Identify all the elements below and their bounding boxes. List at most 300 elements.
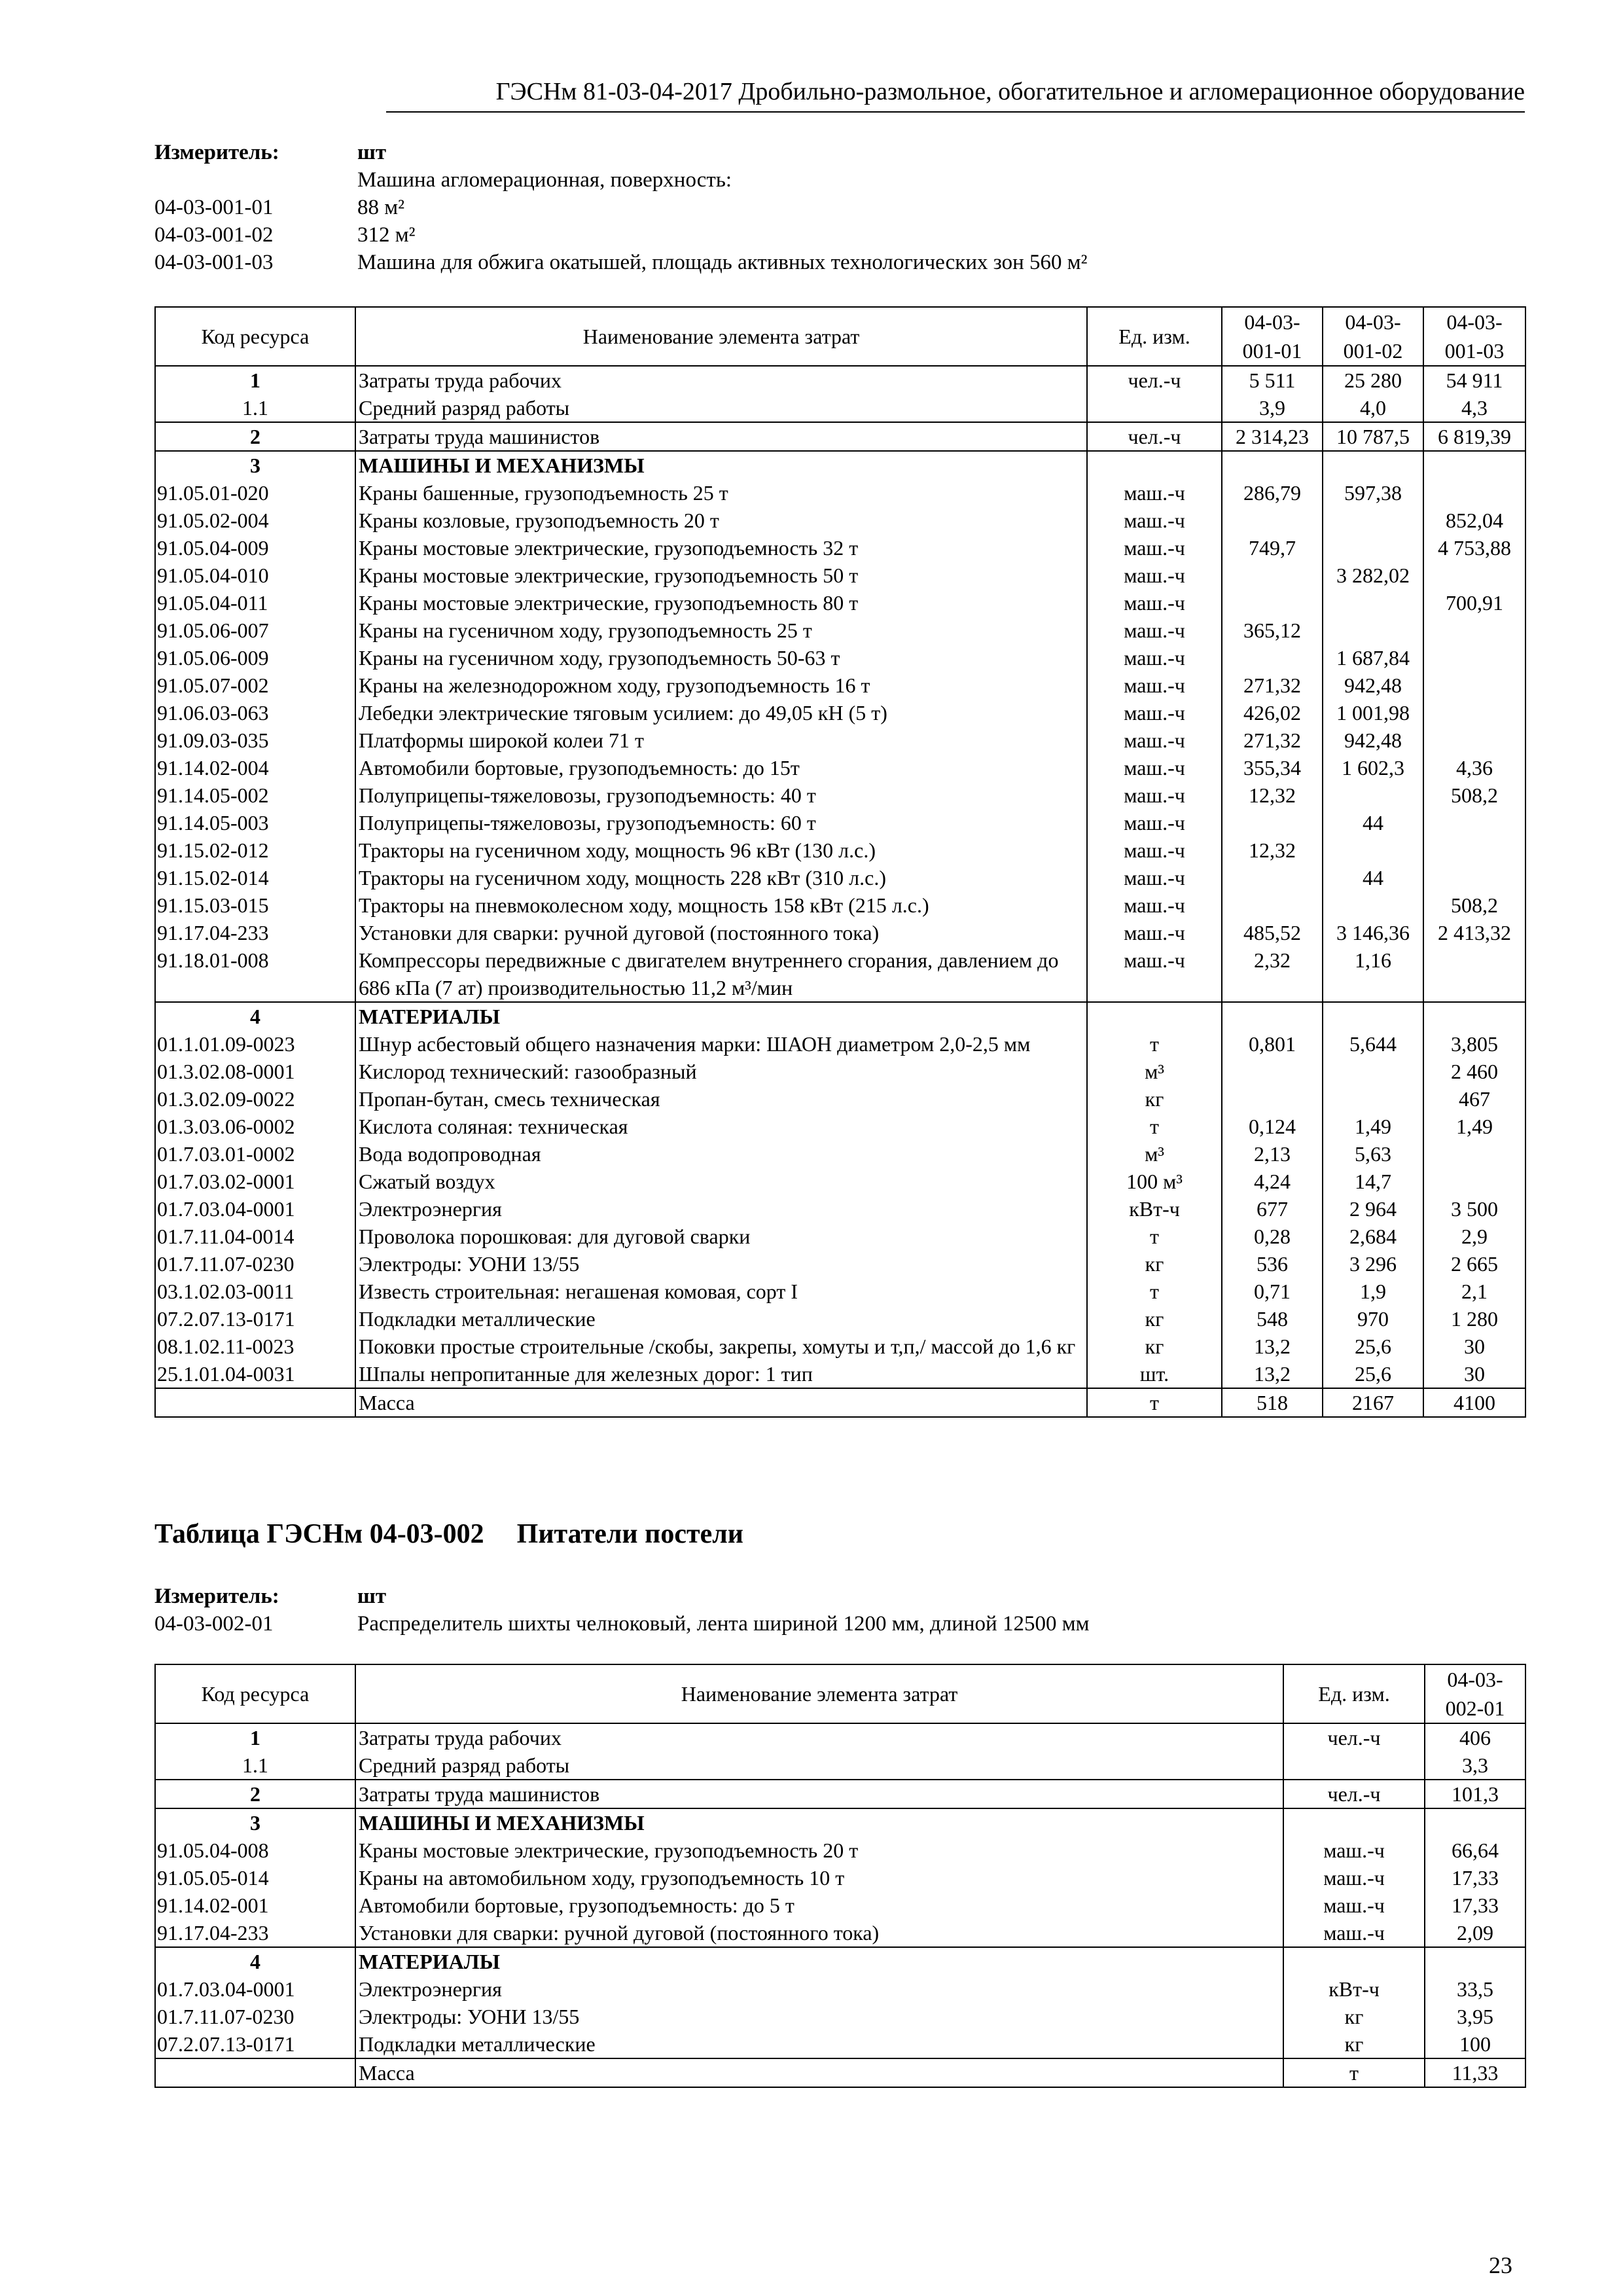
resource-code-cell: 07.2.07.13-0171 (155, 1305, 355, 1333)
unit-cell: т (1087, 1030, 1222, 1058)
value-cell: 25 280 (1323, 366, 1423, 394)
value-cell: 1 001,98 (1323, 699, 1423, 726)
unit-cell: маш.-ч (1087, 534, 1222, 562)
value-cell (1423, 864, 1525, 891)
resource-code-cell: 3 (155, 1808, 355, 1837)
col-code-header: Код ресурса (155, 1664, 355, 1723)
resource-code-cell: 01.7.03.02-0001 (155, 1168, 355, 1195)
resource-code-cell: 01.7.11.07-0230 (155, 1250, 355, 1278)
table-row (155, 1168, 1525, 1195)
resource-code-cell: 01.7.11.07-0230 (155, 2003, 355, 2030)
meter-subtitle: Машина агломерационная, поверхность: (357, 168, 732, 192)
item-desc: Распределитель шихты челноковый, лента шириной 1200 мм, длиной 12500 мм (357, 1612, 1090, 1636)
resource-code-cell: 1 (155, 366, 355, 394)
value-cell (1323, 617, 1423, 644)
unit-cell: м³ (1087, 1058, 1222, 1085)
table-row (155, 1058, 1525, 1085)
value-cell (1323, 1085, 1423, 1113)
table-row (155, 1195, 1525, 1223)
col-code-header: Код ресурса (155, 307, 355, 366)
value-cell: 5,644 (1323, 1030, 1423, 1058)
table-row (155, 946, 1525, 1002)
table-row (155, 1751, 1525, 1780)
value-cell: 3,805 (1423, 1030, 1525, 1058)
value-cell (1222, 864, 1323, 891)
value-cell: 548 (1222, 1305, 1323, 1333)
item-code: 04-03-002-01 (154, 1612, 274, 1636)
table-row (155, 672, 1525, 699)
meter-label: Измеритель: (154, 1585, 279, 1608)
value-cell: 467 (1423, 1085, 1525, 1113)
value-cell: 2 413,32 (1423, 919, 1525, 946)
resource-code-cell: 1 (155, 1723, 355, 1751)
value-cell: 508,2 (1423, 781, 1525, 809)
table-row (155, 1305, 1525, 1333)
cost-element-name-cell: Краны на автомобильном ходу, грузоподъемность 10 т (355, 1864, 1283, 1892)
resource-code-cell: 91.05.04-011 (155, 589, 355, 617)
resource-code-cell: 91.17.04-233 (155, 1919, 355, 1947)
cost-element-name-cell: Краны башенные, грузоподъемность 25 т (355, 479, 1087, 507)
unit-cell: кг (1283, 2030, 1425, 2058)
value-cell: 0,124 (1222, 1113, 1323, 1140)
unit-cell (1087, 394, 1222, 422)
value-cell: 2 665 (1423, 1250, 1525, 1278)
cost-element-name-cell: Тракторы на пневмоколесном ходу, мощность 158 кВт (215 л.с.) (355, 891, 1087, 919)
unit-cell: маш.-ч (1283, 1864, 1425, 1892)
value-cell: 1,16 (1323, 946, 1423, 1002)
table-row (155, 864, 1525, 891)
table-row (155, 2003, 1525, 2030)
resource-code-cell: 25.1.01.04-0031 (155, 1360, 355, 1388)
value-cell: 1,9 (1323, 1278, 1423, 1305)
unit-cell: маш.-ч (1087, 946, 1222, 1002)
table-row (155, 2058, 1525, 2087)
unit-cell: маш.-ч (1087, 644, 1222, 672)
resource-code-cell: 1.1 (155, 1751, 355, 1780)
resource-code-cell: 01.7.11.04-0014 (155, 1223, 355, 1250)
table-row (155, 2030, 1525, 2058)
unit-cell: маш.-ч (1087, 617, 1222, 644)
value-cell (1323, 836, 1423, 864)
unit-cell: т (1087, 1388, 1222, 1417)
col-value-header: 04-03- 001-01 (1222, 307, 1323, 366)
unit-cell: маш.-ч (1087, 699, 1222, 726)
item-code: 04-03-001-03 (154, 251, 274, 274)
unit-cell: кВт-ч (1087, 1195, 1222, 1223)
resource-code-cell: 01.7.03.01-0002 (155, 1140, 355, 1168)
col-value-header: 04-03- 001-03 (1423, 307, 1525, 366)
item-code: 04-03-001-01 (154, 196, 274, 219)
table-row (155, 1223, 1525, 1250)
table-row (155, 781, 1525, 809)
unit-cell: т (1087, 1223, 1222, 1250)
resource-code-cell: 4 (155, 1947, 355, 1975)
cost-element-name-cell: Затраты труда рабочих (355, 366, 1087, 394)
cost-element-name-cell: Краны на железнодорожном ходу, грузоподъемность 16 т (355, 672, 1087, 699)
resource-code-cell (155, 2058, 355, 2087)
unit-cell: маш.-ч (1087, 726, 1222, 754)
table-row (155, 1388, 1525, 1417)
value-cell: 2,32 (1222, 946, 1323, 1002)
cost-element-name-cell: Поковки простые строительные /скобы, закрепы, хомуты и т,п,/ массой до 1,6 кг (355, 1333, 1087, 1360)
resource-code-cell: 07.2.07.13-0171 (155, 2030, 355, 2058)
cost-element-name-cell: Краны мостовые электрические, грузоподъемность 50 т (355, 562, 1087, 589)
value-cell (1423, 617, 1525, 644)
table-row (155, 836, 1525, 864)
table-row (155, 589, 1525, 617)
table-row (155, 562, 1525, 589)
table-row (155, 1864, 1525, 1892)
resource-code-cell: 91.14.05-002 (155, 781, 355, 809)
cost-element-name-cell: Проволока порошковая: для дуговой сварки (355, 1223, 1087, 1250)
cost-element-name-cell: Полуприцепы-тяжеловозы, грузоподъемность: 60 т (355, 809, 1087, 836)
table-row (155, 366, 1525, 394)
value-cell (1425, 1808, 1525, 1837)
unit-cell: маш.-ч (1087, 891, 1222, 919)
table-row (155, 534, 1525, 562)
col-value-header: 04-03- 001-02 (1323, 307, 1423, 366)
table2-title-name: Питатели постели (516, 1519, 744, 1549)
resource-code-cell: 91.05.04-008 (155, 1837, 355, 1864)
meter-unit: шт (357, 141, 387, 164)
value-cell: 536 (1222, 1250, 1323, 1278)
cost-element-name-cell: Тракторы на гусеничном ходу, мощность 96 кВт (130 л.с.) (355, 836, 1087, 864)
resource-code-cell: 91.05.04-010 (155, 562, 355, 589)
cost-element-name-cell: Подкладки металлические (355, 1305, 1087, 1333)
item-desc: Машина для обжига окатышей, площадь активных технологических зон 560 м² (357, 251, 1088, 274)
unit-cell: м³ (1087, 1140, 1222, 1168)
resource-code-cell: 2 (155, 422, 355, 451)
value-cell (1323, 507, 1423, 534)
cost-element-name-cell: Полуприцепы-тяжеловозы, грузоподъемность: 40 т (355, 781, 1087, 809)
unit-cell (1087, 1002, 1222, 1030)
table-row (155, 1780, 1525, 1808)
value-cell: 700,91 (1423, 589, 1525, 617)
table1-meter-block (154, 139, 1088, 276)
resource-code-cell: 91.14.05-003 (155, 809, 355, 836)
value-cell: 4,24 (1222, 1168, 1323, 1195)
resource-code-cell: 4 (155, 1002, 355, 1030)
table-row (155, 1030, 1525, 1058)
unit-cell: маш.-ч (1087, 836, 1222, 864)
cost-element-name-cell: МАШИНЫ И МЕХАНИЗМЫ (355, 451, 1087, 479)
value-cell: 30 (1423, 1333, 1525, 1360)
value-cell (1423, 726, 1525, 754)
table-row (155, 754, 1525, 781)
value-cell (1323, 1002, 1423, 1030)
value-cell: 11,33 (1425, 2058, 1525, 2087)
resource-code-cell: 91.09.03-035 (155, 726, 355, 754)
value-cell: 4 753,88 (1423, 534, 1525, 562)
value-cell: 355,34 (1222, 754, 1323, 781)
unit-cell: маш.-ч (1283, 1837, 1425, 1864)
col-value-header: 04-03- 002-01 (1425, 1664, 1525, 1723)
cost-element-name-cell: Автомобили бортовые, грузоподъемность: до 15т (355, 754, 1087, 781)
value-cell: 3,9 (1222, 394, 1323, 422)
cost-element-name-cell: МАТЕРИАЛЫ (355, 1947, 1283, 1975)
cost-element-name-cell: Электроэнергия (355, 1195, 1087, 1223)
cost-element-name-cell: Краны мостовые электрические, грузоподъемность 32 т (355, 534, 1087, 562)
table2-meter-block (154, 1583, 1089, 1638)
cost-element-name-cell: Средний разряд работы (355, 394, 1087, 422)
col-name-header: Наименование элемента затрат (355, 1664, 1283, 1723)
unit-cell: т (1087, 1113, 1222, 1140)
table-row (155, 1002, 1525, 1030)
value-cell: 365,12 (1222, 617, 1323, 644)
unit-cell: кг (1087, 1250, 1222, 1278)
table-row (155, 1837, 1525, 1864)
unit-cell: чел.-ч (1283, 1723, 1425, 1751)
resource-code-cell: 03.1.02.03-0011 (155, 1278, 355, 1305)
value-cell (1222, 644, 1323, 672)
value-cell: 0,71 (1222, 1278, 1323, 1305)
table-row (155, 809, 1525, 836)
resource-code-cell: 91.14.02-001 (155, 1892, 355, 1919)
unit-cell: кг (1087, 1305, 1222, 1333)
value-cell: 749,7 (1222, 534, 1323, 562)
cost-element-name-cell: Компрессоры передвижные с двигателем внутреннего сгорания, давлением до 686 кПа (7 ат) производительностью 11,2 м³/мин (355, 946, 1087, 1002)
unit-cell: кВт-ч (1283, 1975, 1425, 2003)
value-cell: 17,33 (1425, 1892, 1525, 1919)
value-cell: 2 460 (1423, 1058, 1525, 1085)
value-cell: 6 819,39 (1423, 422, 1525, 451)
cost-element-name-cell: Вода водопроводная (355, 1140, 1087, 1168)
value-cell (1323, 589, 1423, 617)
value-cell: 25,6 (1323, 1360, 1423, 1388)
cost-element-name-cell: Известь строительная: негашеная комовая, сорт I (355, 1278, 1087, 1305)
value-cell (1423, 836, 1525, 864)
table-row (155, 1278, 1525, 1305)
table-row (155, 1892, 1525, 1919)
value-cell (1222, 1058, 1323, 1085)
cost-element-name-cell: Краны на гусеничном ходу, грузоподъемность 25 т (355, 617, 1087, 644)
value-cell: 100 (1425, 2030, 1525, 2058)
value-cell: 44 (1323, 809, 1423, 836)
cost-element-name-cell: Автомобили бортовые, грузоподъемность: до 5 т (355, 1892, 1283, 1919)
value-cell: 2,09 (1425, 1919, 1525, 1947)
value-cell: 286,79 (1222, 479, 1323, 507)
unit-cell: маш.-ч (1283, 1919, 1425, 1947)
value-cell: 2,1 (1423, 1278, 1525, 1305)
value-cell (1423, 946, 1525, 1002)
value-cell: 12,32 (1222, 781, 1323, 809)
value-cell: 4,0 (1323, 394, 1423, 422)
resource-code-cell: 91.05.06-009 (155, 644, 355, 672)
meter-unit: шт (357, 1585, 387, 1608)
cost-element-name-cell: Кислота соляная: техническая (355, 1113, 1087, 1140)
unit-cell: чел.-ч (1087, 422, 1222, 451)
cost-element-name-cell: Платформы широкой колеи 71 т (355, 726, 1087, 754)
table-row (155, 919, 1525, 946)
value-cell: 2,684 (1323, 1223, 1423, 1250)
table-row (155, 644, 1525, 672)
value-cell (1323, 891, 1423, 919)
running-header: ГЭСНм 81-03-04-2017 Дробильно-размольное, обогатительное и агломерационное оборудование (386, 77, 1525, 113)
unit-cell: маш.-ч (1087, 507, 1222, 534)
unit-cell: т (1283, 2058, 1425, 2087)
table2-title-code: Таблица ГЭСНм 04-03-002 (154, 1519, 484, 1549)
value-cell (1423, 1168, 1525, 1195)
value-cell: 66,64 (1425, 1837, 1525, 1864)
table-row (155, 1085, 1525, 1113)
cost-element-name-cell: Масса (355, 2058, 1283, 2087)
table-row (155, 507, 1525, 534)
cost-element-name-cell: Краны мостовые электрические, грузоподъемность 20 т (355, 1837, 1283, 1864)
cost-element-name-cell: Краны козловые, грузоподъемность 20 т (355, 507, 1087, 534)
unit-cell: кг (1087, 1333, 1222, 1360)
cost-element-name-cell: Затраты труда машинистов (355, 422, 1087, 451)
unit-cell: кг (1087, 1085, 1222, 1113)
value-cell: 485,52 (1222, 919, 1323, 946)
page-number: 23 (1489, 2252, 1512, 2278)
resource-code-cell: 01.7.03.04-0001 (155, 1195, 355, 1223)
unit-cell (1087, 451, 1222, 479)
unit-cell: маш.-ч (1087, 479, 1222, 507)
value-cell: 3,95 (1425, 2003, 1525, 2030)
table-row (155, 394, 1525, 422)
value-cell (1222, 1085, 1323, 1113)
value-cell: 1,49 (1423, 1113, 1525, 1140)
value-cell: 12,32 (1222, 836, 1323, 864)
resource-code-cell: 91.05.01-020 (155, 479, 355, 507)
table-row (155, 699, 1525, 726)
table-row (155, 1113, 1525, 1140)
unit-cell: маш.-ч (1087, 864, 1222, 891)
resource-table-2 (154, 1664, 1526, 2088)
value-cell: 426,02 (1222, 699, 1323, 726)
unit-cell: маш.-ч (1087, 781, 1222, 809)
value-cell (1323, 451, 1423, 479)
value-cell: 597,38 (1323, 479, 1423, 507)
resource-code-cell: 01.3.03.06-0002 (155, 1113, 355, 1140)
value-cell: 518 (1222, 1388, 1323, 1417)
value-cell: 271,32 (1222, 672, 1323, 699)
value-cell: 677 (1222, 1195, 1323, 1223)
value-cell: 0,801 (1222, 1030, 1323, 1058)
cost-element-name-cell: Масса (355, 1388, 1087, 1417)
table-row (155, 891, 1525, 919)
value-cell: 1,49 (1323, 1113, 1423, 1140)
value-cell (1222, 562, 1323, 589)
value-cell: 3,3 (1425, 1751, 1525, 1780)
unit-cell: кг (1283, 2003, 1425, 2030)
cost-element-name-cell: Затраты труда рабочих (355, 1723, 1283, 1751)
table-row (155, 1919, 1525, 1947)
value-cell: 2167 (1323, 1388, 1423, 1417)
cost-element-name-cell: Средний разряд работы (355, 1751, 1283, 1780)
resource-code-cell (155, 1388, 355, 1417)
resource-table-1 (154, 306, 1526, 1418)
table-row (155, 1808, 1525, 1837)
unit-cell: маш.-ч (1283, 1892, 1425, 1919)
col-name-header: Наименование элемента затрат (355, 307, 1087, 366)
value-cell: 3 282,02 (1323, 562, 1423, 589)
cost-element-name-cell: Краны на гусеничном ходу, грузоподъемность 50-63 т (355, 644, 1087, 672)
cost-element-name-cell: Кислород технический: газообразный (355, 1058, 1087, 1085)
value-cell (1222, 589, 1323, 617)
cost-element-name-cell: Сжатый воздух (355, 1168, 1087, 1195)
unit-cell: маш.-ч (1087, 589, 1222, 617)
table-row (155, 1975, 1525, 2003)
cost-element-name-cell: Электроэнергия (355, 1975, 1283, 2003)
resource-code-cell: 01.7.03.04-0001 (155, 1975, 355, 2003)
value-cell (1222, 451, 1323, 479)
table-header-row (155, 307, 1525, 366)
cost-element-name-cell: Затраты труда машинистов (355, 1780, 1283, 1808)
value-cell: 4,36 (1423, 754, 1525, 781)
table-row (155, 726, 1525, 754)
value-cell (1222, 809, 1323, 836)
value-cell: 30 (1423, 1360, 1525, 1388)
resource-code-cell: 01.1.01.09-0023 (155, 1030, 355, 1058)
unit-cell (1283, 1751, 1425, 1780)
value-cell: 14,7 (1323, 1168, 1423, 1195)
table-row (155, 1333, 1525, 1360)
value-cell (1323, 1058, 1423, 1085)
value-cell: 0,28 (1222, 1223, 1323, 1250)
resource-code-cell: 91.05.05-014 (155, 1864, 355, 1892)
resource-code-cell: 91.05.02-004 (155, 507, 355, 534)
value-cell: 271,32 (1222, 726, 1323, 754)
value-cell (1423, 1002, 1525, 1030)
value-cell: 4,3 (1423, 394, 1525, 422)
resource-code-cell: 91.17.04-233 (155, 919, 355, 946)
cost-element-name-cell: МАТЕРИАЛЫ (355, 1002, 1087, 1030)
value-cell: 2 964 (1323, 1195, 1423, 1223)
item-code: 04-03-001-02 (154, 223, 274, 247)
value-cell: 13,2 (1222, 1333, 1323, 1360)
unit-cell: шт. (1087, 1360, 1222, 1388)
table-row (155, 1360, 1525, 1388)
resource-code-cell: 91.15.02-014 (155, 864, 355, 891)
value-cell: 942,48 (1323, 726, 1423, 754)
value-cell: 970 (1323, 1305, 1423, 1333)
value-cell: 2,13 (1222, 1140, 1323, 1168)
resource-code-cell: 2 (155, 1780, 355, 1808)
value-cell: 3 296 (1323, 1250, 1423, 1278)
table-row (155, 479, 1525, 507)
unit-cell: 100 м³ (1087, 1168, 1222, 1195)
value-cell: 33,5 (1425, 1975, 1525, 2003)
item-desc: 312 м² (357, 223, 416, 247)
resource-code-cell: 91.06.03-063 (155, 699, 355, 726)
value-cell (1222, 1002, 1323, 1030)
cost-element-name-cell: Краны мостовые электрические, грузоподъемность 80 т (355, 589, 1087, 617)
value-cell: 3 500 (1423, 1195, 1525, 1223)
value-cell (1423, 451, 1525, 479)
resource-code-cell: 01.3.02.08-0001 (155, 1058, 355, 1085)
cost-element-name-cell: Пропан-бутан, смесь техническая (355, 1085, 1087, 1113)
table2-title (154, 1518, 776, 1550)
unit-cell: маш.-ч (1087, 562, 1222, 589)
cost-element-name-cell: Шпалы непропитанные для железных дорог: 1 тип (355, 1360, 1087, 1388)
cost-element-name-cell: Установки для сварки: ручной дуговой (постоянного тока) (355, 1919, 1283, 1947)
unit-cell: чел.-ч (1087, 366, 1222, 394)
table-row (155, 1250, 1525, 1278)
value-cell: 1 687,84 (1323, 644, 1423, 672)
value-cell: 508,2 (1423, 891, 1525, 919)
value-cell: 25,6 (1323, 1333, 1423, 1360)
value-cell (1323, 534, 1423, 562)
resource-code-cell: 1.1 (155, 394, 355, 422)
resource-code-cell: 91.05.04-009 (155, 534, 355, 562)
value-cell: 4100 (1423, 1388, 1525, 1417)
value-cell: 942,48 (1323, 672, 1423, 699)
table-row (155, 617, 1525, 644)
cost-element-name-cell: Лебедки электрические тяговым усилием: до 49,05 кН (5 т) (355, 699, 1087, 726)
cost-element-name-cell: Подкладки металлические (355, 2030, 1283, 2058)
unit-cell (1283, 1808, 1425, 1837)
